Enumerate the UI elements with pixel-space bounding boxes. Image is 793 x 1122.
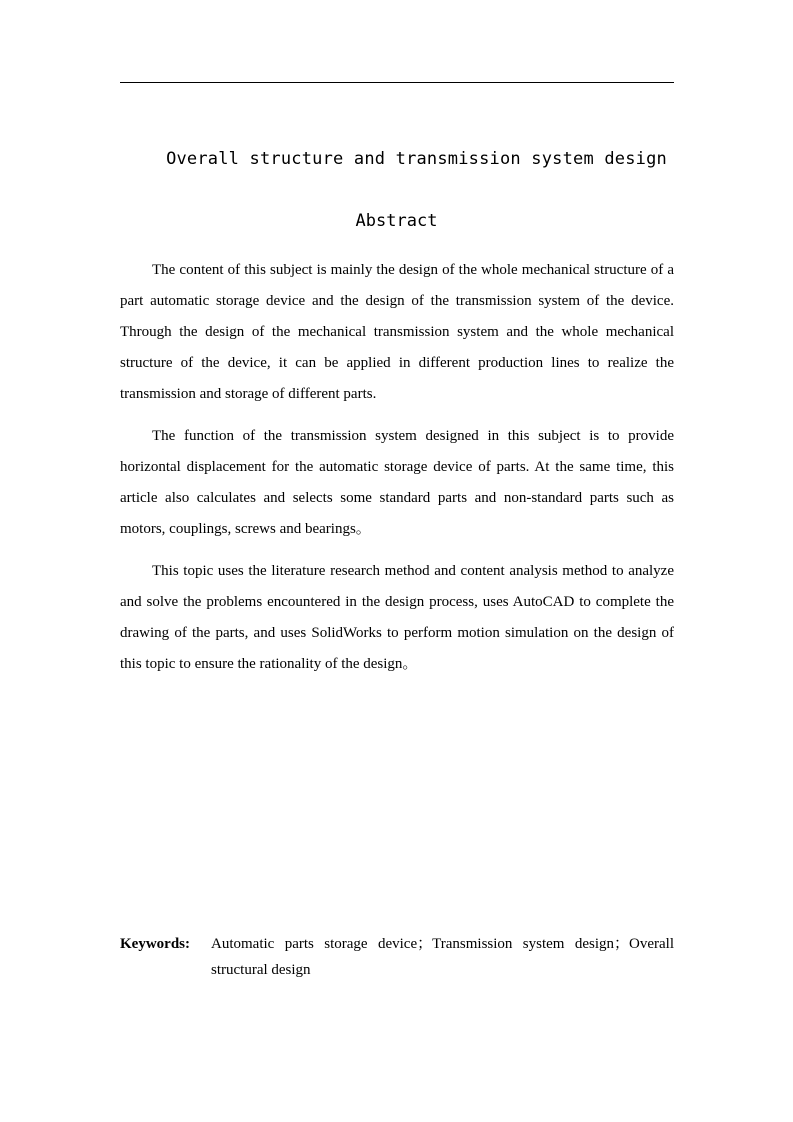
- abstract-body: [120, 255, 674, 691]
- header-rule: [120, 82, 674, 83]
- abstract-paragraph-2: The function of the transmission system designed in this subject is to provide horizontal displacement for the automatic storage device of parts. At the same time, this article also calculates and selects some standard parts and non-standard parts such as motors, couplings, screws and bearings。: [120, 428, 674, 537]
- keywords-label: Keywords:: [120, 936, 190, 952]
- abstract-paragraph-1: The content of this subject is mainly the design of the whole mechanical structure of a part automatic storage device and the design of the transmission system of the device. Through the design of the mechanical transmission system and the whole mechanical structure of the device, it can be applied in different production lines to realize the transmission and storage of different parts.: [120, 262, 674, 402]
- keywords-text: Automatic parts storage device；Transmission system design；Overall structural design: [211, 936, 674, 978]
- abstract-heading: Abstract: [355, 211, 438, 231]
- abstract-paragraph-3: This topic uses the literature research method and content analysis method to analyze and solve the problems encountered in the design process, uses AutoCAD to complete the drawing of the parts, and uses SolidWorks to perform motion simulation on the design of this topic to ensure the rationality of the design。: [120, 563, 674, 672]
- keywords-section: [120, 931, 674, 983]
- page-title: Overall structure and transmission system design: [166, 149, 667, 169]
